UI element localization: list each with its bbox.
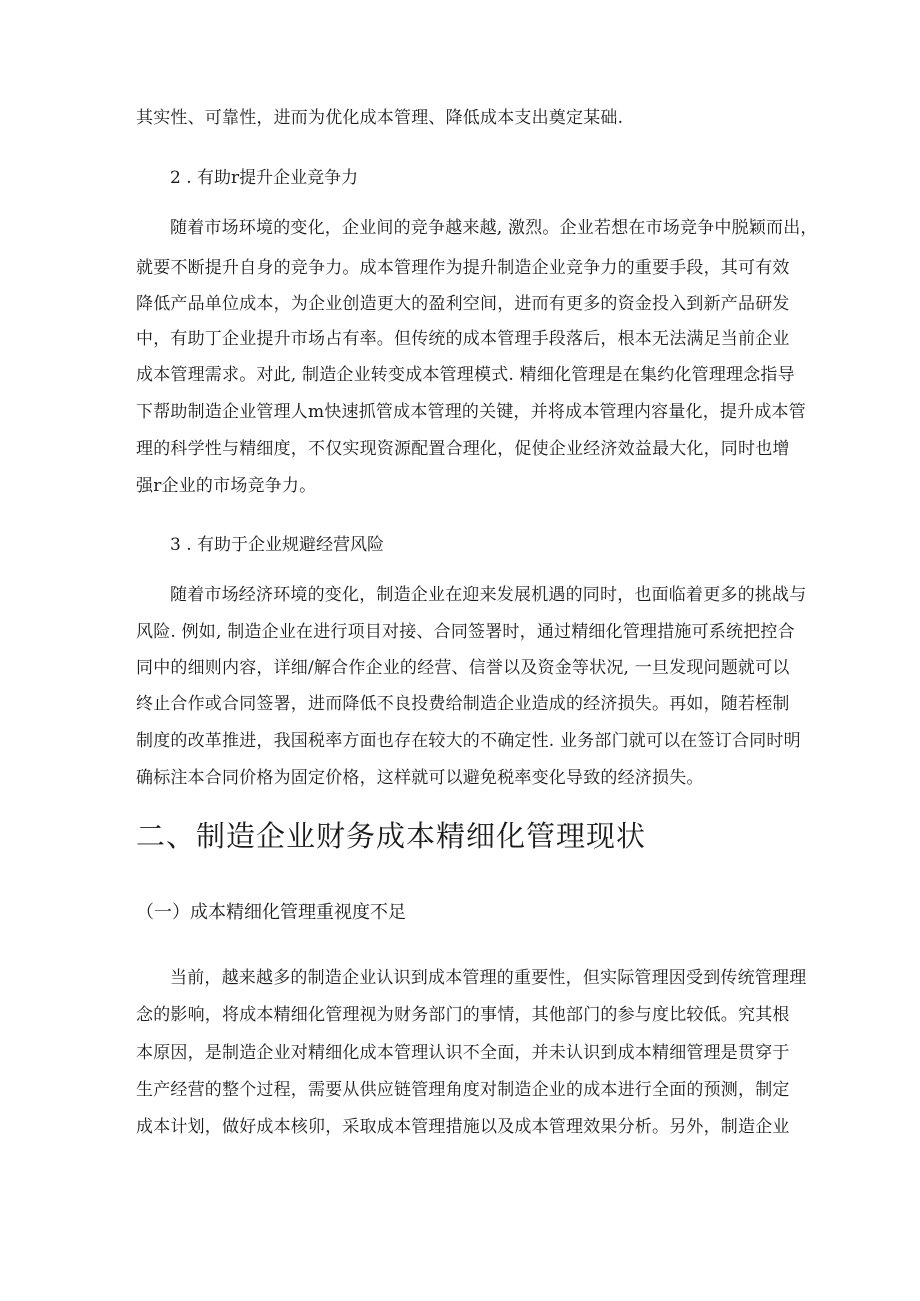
paragraph-line: 风险. 例如, 制造企业在进行项目对接、合同签署时，通过精细化管理措施可系统把控合 xyxy=(136,622,795,642)
section-heading-risk: 3 . 有助于企业规避经营风险 xyxy=(170,535,385,555)
paragraph-line: 当前，越来越多的制造企业认识到成本管理的重要性，但实际管理因受到传统管理理 xyxy=(170,968,807,988)
paragraph-line: 随着市场经济环境的变化，制造企业在迎来发展机遇的同时，也面临着更多的挑战与 xyxy=(170,585,807,605)
paragraph-line: 强r企业的市场竞争力。 xyxy=(136,476,317,496)
paragraph-line: 生产经营的整个过程，需要从供应链管理角度对制造企业的成本进行全面的预测，制定 xyxy=(136,1080,790,1100)
paragraph-line: 本原因，是制造企业对精细化成本管理认识不全面，并未认识到成本精细管理是贯穿于 xyxy=(136,1043,790,1063)
paragraph-line: 终止合作或合同签署，进而降低不良投费给制造企业造成的经济损失。再如，随若桎制 xyxy=(136,694,790,714)
chapter-title: 二、制造企业财务成本精细化管理现状 xyxy=(136,819,647,853)
subsection-heading: （一）成本精细化管理重视度不足 xyxy=(136,902,406,923)
paragraph-line: 同中的细则内容，详细/解合作企业的经营、信誉以及资金等状况, 一旦发现问题就可以 xyxy=(136,658,790,678)
paragraph-line: 确标注本合同价格为固定价格，这样就可以避免税率变化导致的经济损失。 xyxy=(136,768,704,788)
paragraph-line: 成本管理需求。对此, 制造企业转变成本管理模式. 精细化管理是在集约化管理理念指导 xyxy=(136,365,795,385)
paragraph-line: 中，有助丁企业提升市场占有率。但传统的成本管理手段落后，根本无法满足当前企业 xyxy=(136,329,790,349)
paragraph-line: 就要不断提升自身的竞争力。成本管理作为提升制造企业竞争力的重要手段，其可有效 xyxy=(136,258,790,278)
paragraph-line: 其实性、可靠性，进而为优化成本管理、降低成本支出奠定某础. xyxy=(136,108,624,128)
section-heading-competitiveness: 2 . 有助r提升企业竞争力 xyxy=(170,168,359,188)
paragraph-line: 念的影响，将成本精细化管理视为财务部门的事情，其他部门的参与度比较低。究其根 xyxy=(136,1005,790,1025)
paragraph-line: 降低产品单位成本，为企业创造更大的盈利空间，进而有更多的资金投入到新产品研发 xyxy=(136,294,790,314)
paragraph-line: 理的科学性与精细度，不仅实现资源配置合理化，促使企业经济效益最大化，同时也增 xyxy=(136,439,790,459)
paragraph-line: 成本计划，做好成本核卯，采取成本管理措施以及成本管理效果分析。另外，制造企业 xyxy=(136,1117,790,1137)
paragraph-line: 制度的改革推进，我国税率方面也存在较大的不确定性. 业务部门就可以在签订合同时明 xyxy=(136,731,801,751)
paragraph-line: 下帮助制造企业管理人m快速抓管成本管理的关键，并将成本管理内容量化，提升成本管 xyxy=(136,402,806,422)
paragraph-line: 随着市场环境的变化，企业间的竞争越来越, 激烈。企业若想在市场竞争中脱颖而出， xyxy=(170,218,818,238)
